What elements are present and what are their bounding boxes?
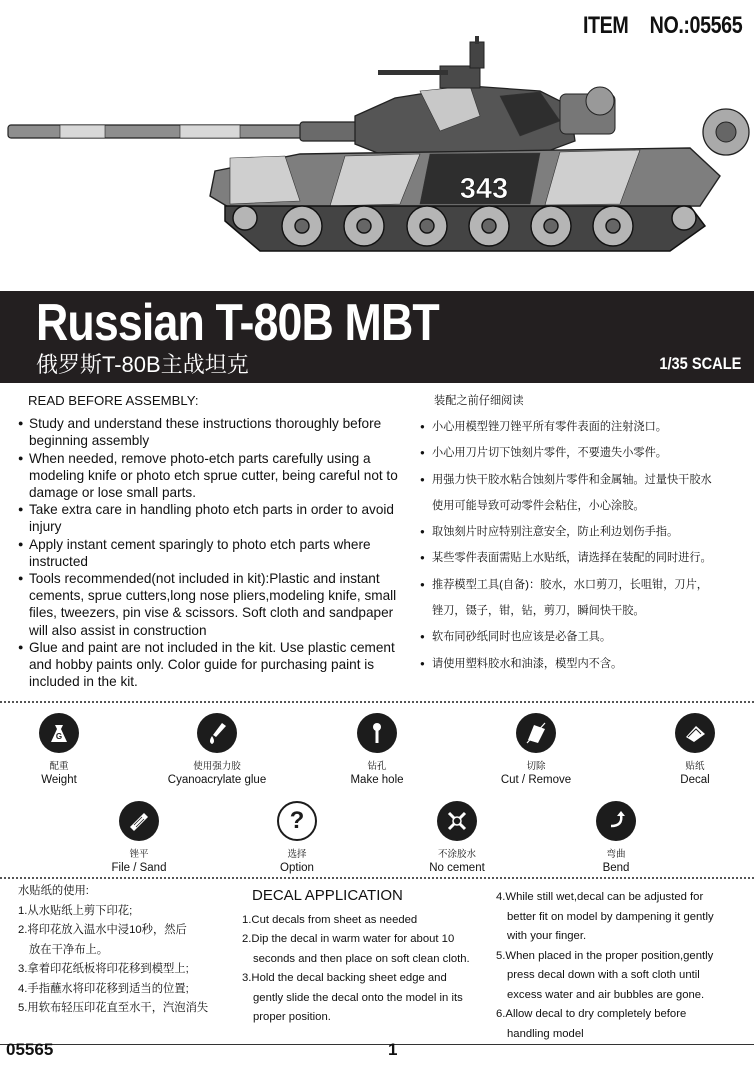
symbol-label-cn: 选择 <box>287 849 307 860</box>
symbol-label-en: Decal <box>680 774 710 786</box>
no-cement-icon <box>437 801 477 841</box>
symbol-label-cn: 钻孔 <box>367 761 387 772</box>
instruction-item: ● Tools recommended(not included in kit):Plastic and instant cements, sprue cutters,long nose pliers,modeling knife, small files, tweezers, pin vise & scissors. Soft cloth and sandpaper will also assist in construction <box>18 570 398 639</box>
instruction-cn-line: ● 小心用刀片切下蚀刻片零件，不要遗失小零件。 <box>420 446 746 472</box>
title-english: Russian T-80B MBT <box>36 294 439 352</box>
symbol-label-en: File / Sand <box>111 862 167 874</box>
symbol-glue <box>142 713 292 787</box>
cut-icon <box>516 713 556 753</box>
instruction-cn-line: 锉刀，镊子，钳，钻，剪刀，瞬间快干胶。 <box>432 605 645 618</box>
file-icon <box>119 801 159 841</box>
symbol-option <box>222 801 372 875</box>
instructions-english <box>18 392 398 690</box>
footer-item-number: 05565 <box>6 1040 54 1059</box>
instruction-cn-line: ● 小心用模型锉刀锉平所有零件表面的注射浇口。 <box>420 420 746 446</box>
decal-en-line: 6.Allow decal to dry completely before <box>496 1008 687 1020</box>
decal-en-line: with your finger. <box>507 930 587 942</box>
decal-en-line: 3.Hold the decal backing sheet edge and <box>242 972 447 984</box>
instructions-chinese-heading: 装配之前仔细阅读 <box>434 395 524 407</box>
symbol-no-cement <box>382 801 532 875</box>
decal-cn-line: 放在干净布上。 <box>29 943 109 956</box>
symbol-label-en: Option <box>280 862 314 874</box>
instruction-item: ● When needed, remove photo-etch parts carefully using a modeling knife or photo etch sprue cutter, being careful not to damage or lose small parts. <box>18 450 398 502</box>
symbol-file <box>64 801 214 875</box>
page-number: 1 <box>388 1040 398 1059</box>
decal-en-line: press decal down with a soft cloth until <box>507 969 700 981</box>
symbol-label-en: No cement <box>429 862 485 874</box>
hull-number: 343 <box>459 173 509 205</box>
symbol-drill <box>302 713 452 787</box>
symbol-label-cn: 弯曲 <box>606 849 626 860</box>
decal-en-line: handling model <box>507 1027 584 1040</box>
decal-en-line: 4.While still wet,decal can be adjusted for <box>496 891 704 903</box>
symbol-label-cn: 切除 <box>526 761 546 772</box>
decal-en-line: seconds and then place on soft clean cloth. <box>253 952 470 965</box>
symbol-label-cn: 锉平 <box>129 849 149 860</box>
divider <box>0 877 754 879</box>
symbol-label-en: Cyanoacrylate glue <box>167 774 267 786</box>
decal-en-line: better fit on model by dampening it gently <box>507 910 714 923</box>
divider <box>0 701 754 703</box>
symbol-label-cn: 配重 <box>49 761 69 772</box>
instruction-cn-line: ● 用强力快干胶水粘合蚀刻片零件和金属轴。过量快干胶水 <box>420 473 746 499</box>
weight-icon <box>39 713 79 753</box>
decal-cn-line: 2.将印花放入温水中浸10秒，然后 <box>18 924 187 936</box>
symbol-bend <box>541 801 691 875</box>
decal-cn-line: 1.从水贴纸上剪下印花; <box>18 904 133 917</box>
decal-en-line: excess water and air bubbles are gone. <box>507 988 705 1001</box>
symbol-label-cn: 不涂胶水 <box>437 849 476 860</box>
title-banner <box>0 291 754 383</box>
symbol-label-cn: 贴纸 <box>685 761 705 772</box>
decal-instructions-english-continued <box>496 888 714 1044</box>
decal-instructions-chinese <box>18 882 208 1019</box>
weight-icon-letter: G <box>55 732 63 741</box>
symbol-weight <box>0 713 134 787</box>
decal-instructions-english <box>242 886 470 1028</box>
footer-rule <box>0 1044 754 1045</box>
instruction-cn-line: ● 取蚀刻片时应特别注意安全，防止利边划伤手指。 <box>420 525 746 551</box>
decal-en-line: 5.When placed in the proper position,gently <box>496 949 714 962</box>
instruction-cn-line: 使用可能导致可动零件会粘住，小心涂胶。 <box>432 499 645 512</box>
instruction-item: ● Apply instant cement sparingly to photo etch parts where instructed <box>18 536 398 570</box>
instruction-cn-line: ● 推荐模型工具(自备)：胶水，水口剪刀，长咀钳，刀片， <box>420 578 746 604</box>
item-number: NO.:05565 <box>649 12 742 39</box>
instruction-cn-line: ● 请使用塑料胶水和油漆，模型内不含。 <box>420 657 746 683</box>
drill-icon <box>357 713 397 753</box>
tank-illustration <box>0 36 754 266</box>
instruction-cn-line: ● 软布同砂纸同时也应该是必备工具。 <box>420 630 746 656</box>
symbol-label-cn: 使用强力胶 <box>193 761 241 772</box>
decal-cn-heading: 水贴纸的使用: <box>18 885 89 897</box>
decal-en-line: 2.Dip the decal in warm water for about 10 <box>242 933 455 945</box>
item-label: ITEM <box>582 12 629 39</box>
symbol-decal <box>620 713 754 787</box>
question-icon <box>277 801 317 841</box>
scale-label: 1/35 SCALE <box>658 354 741 373</box>
decal-en-heading: DECAL APPLICATION <box>252 887 403 904</box>
decal-en-line: 1.Cut decals from sheet as needed <box>242 913 418 926</box>
symbol-cut <box>461 713 611 787</box>
symbol-label-en: Make hole <box>350 774 404 786</box>
title-chinese: 俄罗斯T-80B主战坦克 <box>36 352 249 377</box>
bend-icon <box>596 801 636 841</box>
decal-cn-line: 4.手指蘸水将印花移到适当的位置; <box>18 982 189 995</box>
decal-en-line: proper position. <box>253 1011 331 1023</box>
instruction-item: ● Take extra care in handling photo etch parts in order to avoid injury <box>18 501 398 535</box>
decal-cn-line: 3.拿着印花纸板将印花移到模型上; <box>18 963 189 975</box>
instruction-cn-line: ● 某些零件表面需贴上水贴纸，请选择在装配的同时进行。 <box>420 551 746 577</box>
instructions-chinese <box>420 392 746 683</box>
symbol-label-en: Cut / Remove <box>500 774 572 786</box>
symbol-label-en: Bend <box>602 862 630 874</box>
decal-cn-line: 5.用软布轻压印花直至水干，汽泡消失 <box>18 1002 209 1014</box>
option-icon-glyph: ? <box>289 807 305 834</box>
symbol-label-en: Weight <box>41 774 77 786</box>
instructions-english-heading: READ BEFORE ASSEMBLY: <box>28 393 199 408</box>
instruction-item: ● Glue and paint are not included in the kit. Use plastic cement and hobby paints only. Color guide for purchasing paint is included in the kit. <box>18 639 398 691</box>
instruction-item: ● Study and understand these instructions thoroughly before beginning assembly <box>18 415 398 449</box>
decal-en-line: gently slide the decal onto the model in its <box>253 991 463 1004</box>
glue-drop-icon <box>197 713 237 753</box>
decal-icon <box>675 713 715 753</box>
